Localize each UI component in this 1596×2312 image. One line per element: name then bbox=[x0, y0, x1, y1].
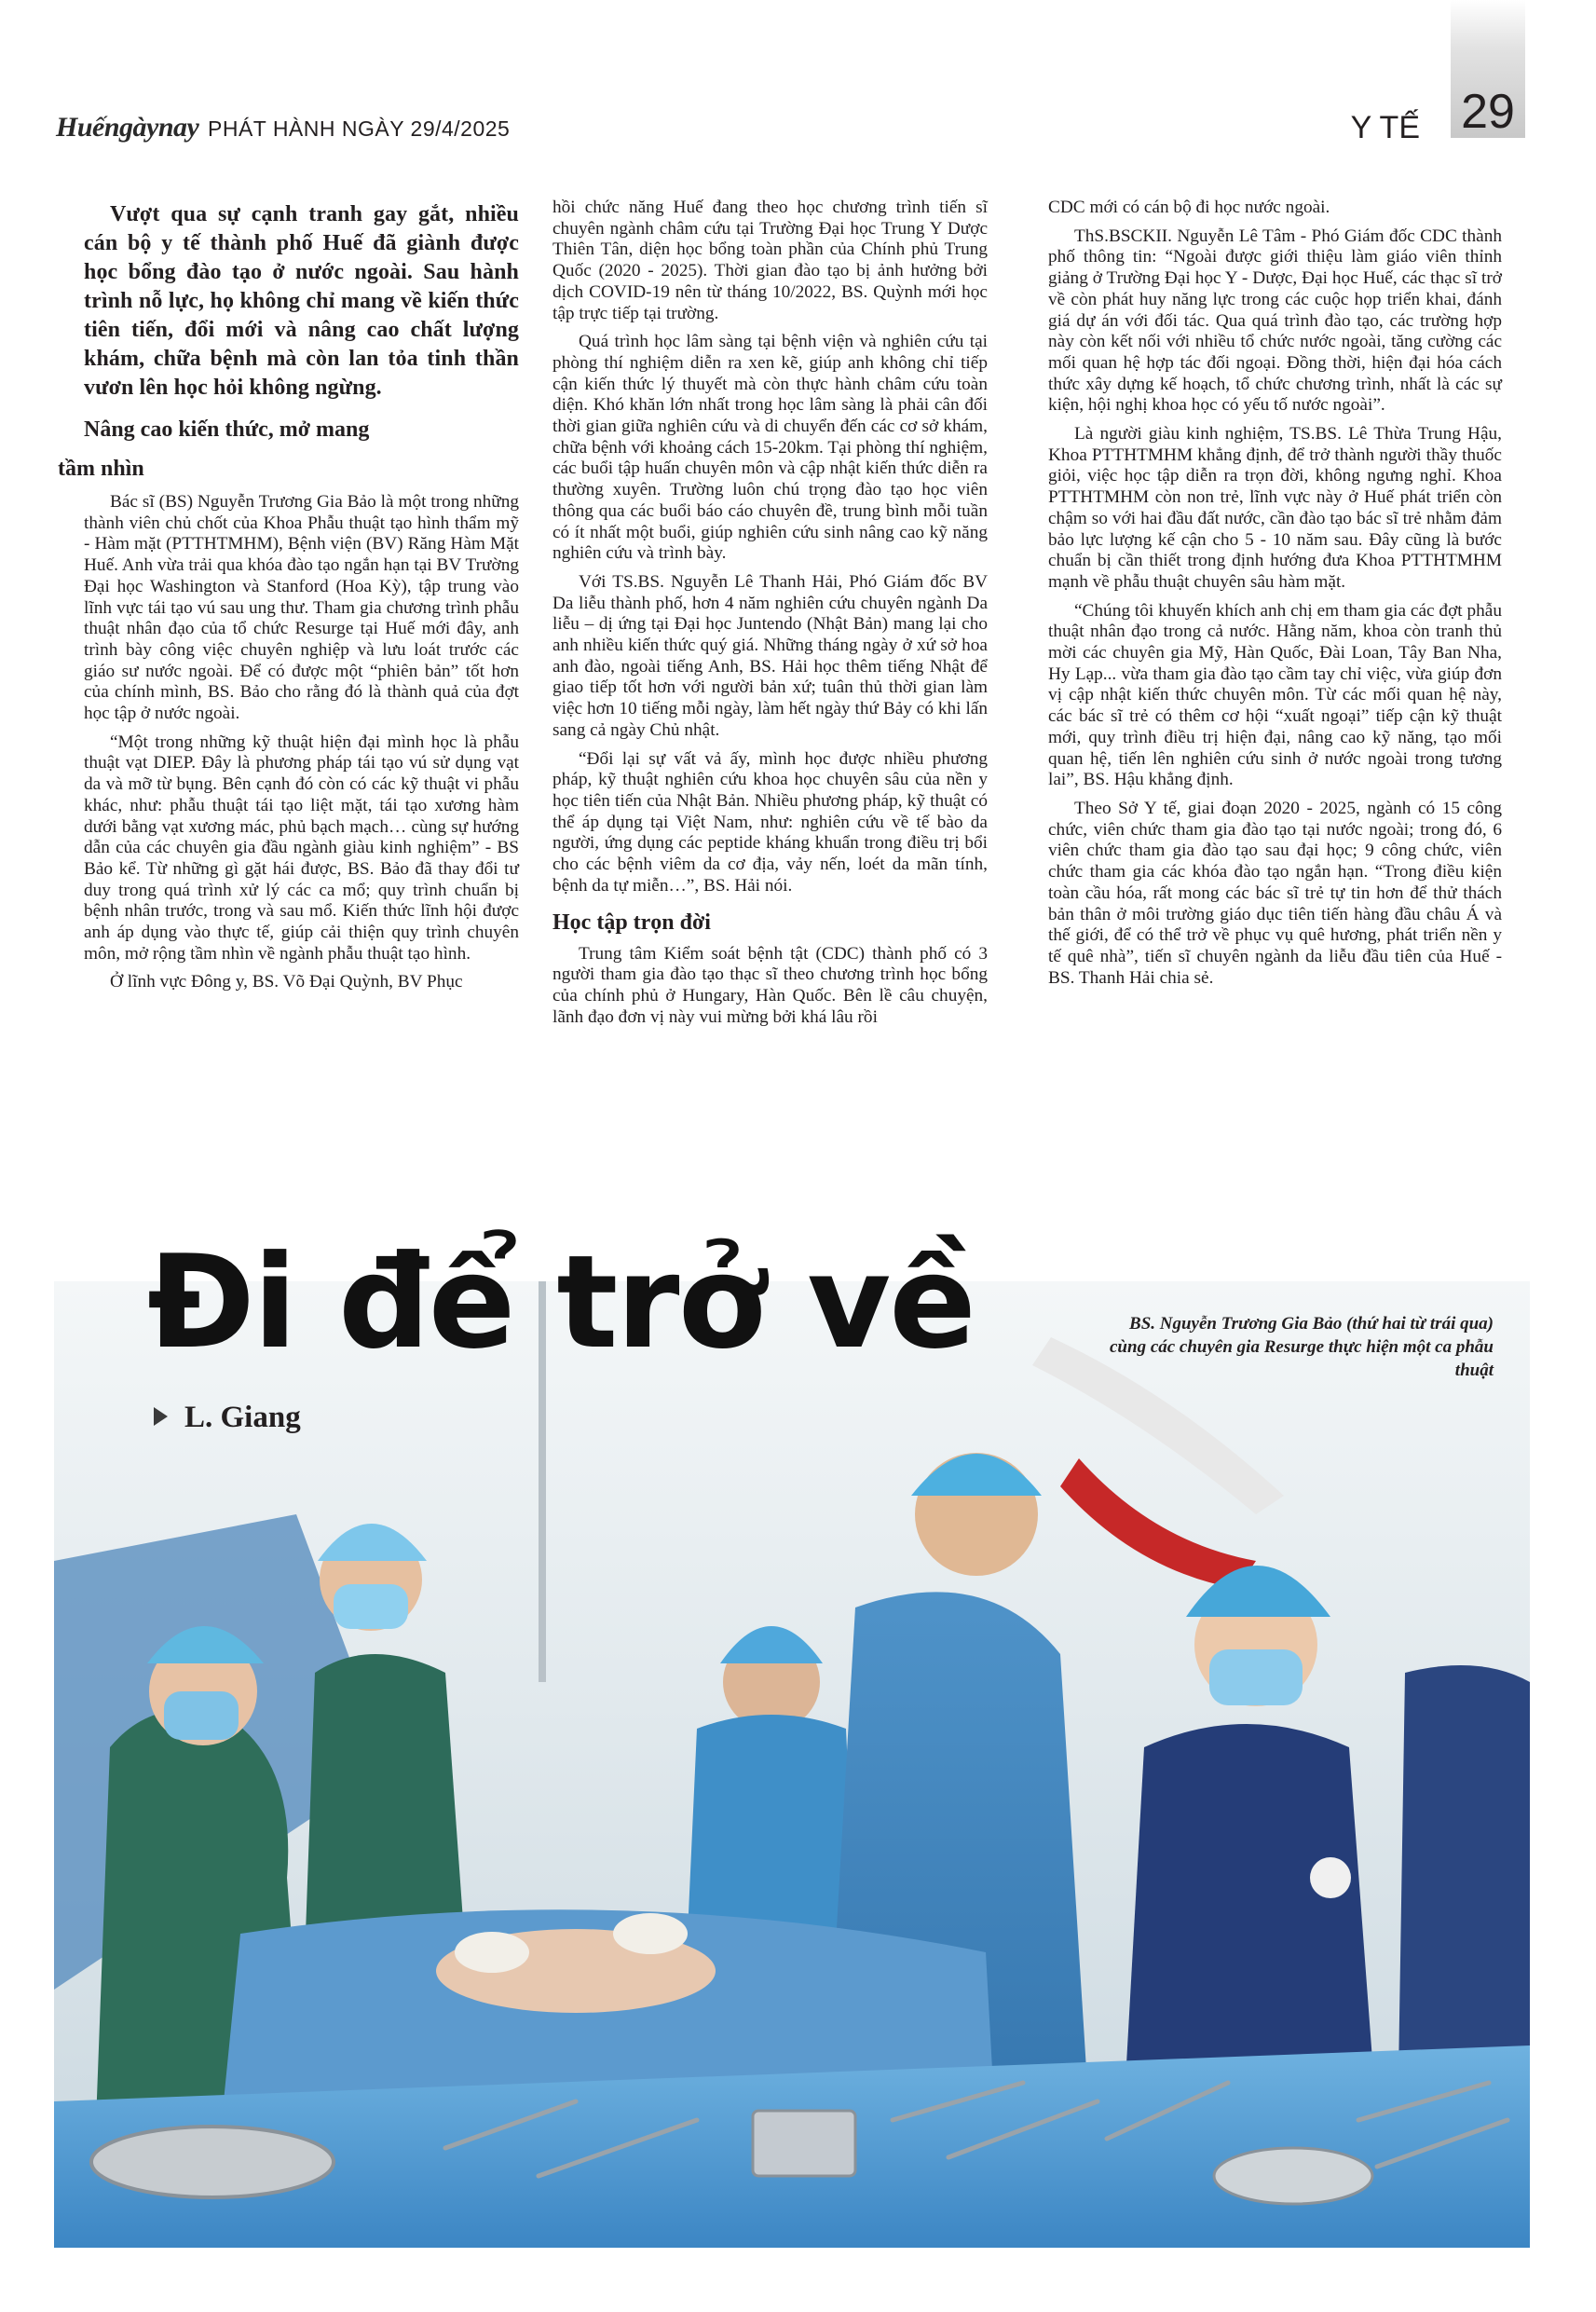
article-column-1 bbox=[58, 200, 519, 1001]
subheading-1-line-2: tầm nhìn bbox=[58, 457, 144, 481]
badge-logo bbox=[1310, 1857, 1351, 1898]
article-title: Đi để trở về bbox=[147, 1227, 975, 1377]
article-column-2 bbox=[552, 198, 988, 1035]
section-label: Y TẾ bbox=[1350, 110, 1420, 145]
paragraph: “Chúng tôi khuyến khích anh chị em tham gia các đợt phẫu thuật nhân đạo trong cả nước. Hằng năm, khoa còn tranh thủ mời các chuyên gia Mỹ, Hàn Quốc, Đài Loan, Tây Ban Nha, Hy Lạp... vừa tham gia đào tạo cầm tay chỉ việc, vừa giúp đơn vị cập nhật kiến thức chuyên môn. Từ các mối quan hệ này, các bác sĩ trẻ có thêm cơ hội “xuất ngoại” tiếp cận kỹ thuật mới, quy trình điều trị hiện đại, nâng cao kỹ năng, tạo mối quan hệ, tiến lên nghiên cứu sinh ở nước ngoài trong tương lai”, BS. Hậu khẳng định. bbox=[1048, 600, 1502, 790]
release-date: PHÁT HÀNH NGÀY 29/4/2025 bbox=[208, 116, 511, 141]
subheading-1 bbox=[58, 410, 519, 488]
surgeon-2-gown bbox=[306, 1654, 464, 1934]
author-name: L. Giang bbox=[184, 1401, 301, 1434]
photo-caption: BS. Nguyễn Trương Gia Bảo (thứ hai từ trái qua) cùng các chuyên gia Resurge thực hiện một ca phẫu thuật bbox=[1110, 1314, 1494, 1380]
surgeon-5-mask bbox=[1209, 1649, 1303, 1705]
surgeon-mask bbox=[164, 1691, 239, 1740]
paragraph: Trung tâm Kiểm soát bệnh tật (CDC) thành phố có 3 người tham gia đào tạo thạc sĩ theo chương trình học bổng của chính phủ ở Hungary, Hàn Quốc. Bên lề câu chuyện, lãnh đạo đơn vị này vui mừng bởi khá lâu rồi bbox=[552, 943, 988, 1027]
paragraph: CDC mới có cán bộ đi học nước ngoài. bbox=[1048, 198, 1330, 217]
article-column-3 bbox=[1048, 198, 1502, 996]
page-number: 29 bbox=[1461, 85, 1515, 139]
paragraph: Là người giàu kinh nghiệm, TS.BS. Lê Thừa Trung Hậu, Khoa PTTHTMHM khẳng định, để trở thành người thầy thuốc giỏi, việc học tập diễn ra trọn đời, không ngưng nghỉ. Khoa PTTHTMHM còn non trẻ, lĩnh vực này ở Huế phát triển còn chậm so với hai đầu đất nước, cần đào tạo bác sĩ trẻ nhằm đảm bảo lực lượng kế cận cho 5 - 10 năm sau. Đây cũng là bước chuẩn bị cần thiết trong định hướng đưa Khoa PTTHTMHM mạnh về phẫu thuật chuyên sâu hàm mặt. bbox=[1048, 424, 1502, 592]
surgeon-2-mask bbox=[334, 1584, 408, 1629]
steel-cup bbox=[1214, 2148, 1372, 2204]
glove-right bbox=[613, 1913, 688, 1954]
paragraph: Bác sĩ (BS) Nguyễn Trương Gia Bảo là một trong những thành viên chủ chốt của Khoa Phẫu thuật tạo hình thẩm mỹ - Hàm mặt (PTTHTMHM), Bệnh viện (BV) Răng Hàm Mặt Huế. Anh vừa trải qua khóa đào tạo ngắn hạn tại BV Trường Đại học Washington và Stanford (Hoa Kỳ), tập trung vào lĩnh vực tái tạo vú sau ung thư. Tham gia chương trình phẫu thuật nhân đạo của tổ chức Resurge tại Huế mới đây, anh trình bày công việc chuyên nghiệp và lưu loát trước các giáo sư nước ngoài. Để có được một “phiên bản” tốt hơn của chính mình, BS. Bảo cho rằng đó là thành quả của đợt học tập ở nước ngoài. bbox=[84, 492, 519, 724]
glove-left bbox=[455, 1932, 529, 1973]
paragraph: Quá trình học lâm sàng tại bệnh viện và nghiên cứu tại phòng thí nghiệm diễn ra xen kẽ, giúp anh không chỉ tiếp cận kiến thức lý thuyết mà còn thực hành châm cứu toàn diện. Khó khăn lớn nhất trong học lâm sàng là phải cân đối thời gian giữa nghiên cứu và di chuyển đến các cơ sở khám, chữa bệnh với khoảng cách 15-20km. Tại phòng thí nghiệm, các buổi tập huấn chuyên môn và cập nhật kiến thức diễn ra thường xuyên. Trường luôn chú trọng đào tạo học viên thông qua các buổi báo cáo chuyên đề, trung bình mỗi tuần có ít nhất một buổi, giúp nghiên cứu sinh nâng cao kỹ năng nghiên cứu và trình bày. bbox=[552, 332, 988, 564]
kidney-dish bbox=[91, 2127, 334, 2197]
subheading-2: Học tập trọn đời bbox=[552, 910, 711, 935]
paragraph: hồi chức năng Huế đang theo học chương trình tiến sĩ chuyên ngành châm cứu tại Trường Đại học Trung Y Dược Thiên Tân, diện học bổng toàn phần của Chính phủ Trung Quốc (2020 - 2025). Thời gian đào tạo bị ảnh hưởng bởi dịch COVID-19 nên từ tháng 10/2022, BS. Quỳnh mới học tập trực tiếp tại trường. bbox=[552, 198, 988, 323]
paragraph: ThS.BSCKII. Nguyễn Lê Tâm - Phó Giám đốc CDC thành phố thông tin: “Ngoài được giới thiệu làm giáo viên thỉnh giảng ở Trường Đại học Y - Dược, Đại học Huế, các thạc sĩ trở về còn phát huy năng lực trong các cuộc họp triển khai, đánh giá dự án với đối tác. Qua quá trình đào tạo, các trường hợp này còn kết nối với nhiều tổ chức nước ngoài, tăng cường các mối quan hệ hợp tác đối ngoại. Đồng thời, hiện đại hóa cách thức xây dựng kế hoạch, tổ chức chương trình, nhất là các sự kiện, hội nghị khoa học có yếu tố nước ngoài”. bbox=[1048, 226, 1502, 416]
paragraph: “Đổi lại sự vất vả ấy, mình học được nhiều phương pháp, kỹ thuật nghiên cứu khoa học chuyên sâu của nền y học tiên tiến của Nhật Bản. Nhiều phương pháp, kỹ thuật có thể áp dụng tại Việt Nam, như: nghiên cứu về tế bào da người, ứng dụng các peptide kháng khuẩn trong điều trị bổi cho các bệnh viêm da cơ địa, vảy nến, loét da mãn tính, bệnh da tự miễn…”, BS. Hải nói. bbox=[552, 748, 988, 896]
byline-triangle-icon bbox=[154, 1407, 168, 1426]
surgeon-3-gown bbox=[688, 1715, 855, 1934]
subheading-1-line-1: Nâng cao kiến thức, mở mang bbox=[84, 417, 370, 442]
paragraph: Ở lĩnh vực Đông y, BS. Võ Đại Quỳnh, BV Phục bbox=[110, 972, 463, 992]
paragraph: Theo Sở Y tế, giai đoạn 2020 - 2025, ngành có 15 công chức, viên chức tham gia đào tạo tại nước ngoài; trong đó, 6 viên chức tham gia đào tạo sau đại học; 9 công chức, viên chức tham gia các khóa đào tạo ngắn hạn. “Trong điều kiện toàn cầu hóa, rất mong các bác sĩ trẻ tự tin hơn để thử thách bản thân ở môi trường giáo dục tiên tiến hàng đầu châu Á và thế giới, để có thể trở về phục vụ quê hương, phát triển nền y tế quê nhà”, tiến sĩ chuyên ngành da liễu đầu tiên của Huế - BS. Thanh Hải chia sẻ. bbox=[1048, 798, 1502, 988]
paragraph: “Một trong những kỹ thuật hiện đại mình học là phẫu thuật vạt DIEP. Đây là phương pháp tái tạo vú sử dụng vạt da và mỡ từ bụng. Bên cạnh đó còn có các kỹ thuật vi phẫu khác, như: phẫu thuật tái tạo liệt mặt, tái tạo xương hàm dưới bằng vạt xương mác, phủ bạch mạch… cùng sự hướng dẫn của các chuyên gia đầu ngành giàu kinh nghiệm” - BS Bảo kể. Từ những gì gặt hái được, BS. Bảo đã thay đổi tư duy trong quá trình xử lý các ca mổ; quy trình chuẩn bị bệnh nhân trước, trong và sau mổ. Kiến thức lĩnh hội được anh áp dụng vào thực tế, giúp cải thiện quy trình chuyên môn, mở rộng tầm nhìn về ngành phẫu thuật tạo hình. bbox=[84, 732, 519, 964]
paragraph: Với TS.BS. Nguyễn Lê Thanh Hải, Phó Giám đốc BV Da liễu thành phố, hơn 4 năm nghiên cứu chuyên ngành Da liễu – dị ứng tại Đại học Juntendo (Nhật Bản) mang lại cho anh nhiều kiến thức quý giá. Những tháng ngày ở xứ sở hoa anh đào, ngoài tiếng Anh, BS. Hải học thêm tiếng Nhật để giao tiếp tốt hơn với người bản xứ; tuân thủ thời gian làm việc hơn 10 tiếng mỗi ngày, làm hết ngày thứ Bảy có khi lấn sang cả ngày Chủ nhật. bbox=[552, 571, 988, 740]
masthead-logo: Huếngàynay bbox=[56, 112, 199, 143]
steel-bowl bbox=[753, 2111, 855, 2176]
article-byline bbox=[154, 1401, 301, 1435]
page-header bbox=[56, 103, 1528, 149]
article-lead: Vượt qua sự cạnh tranh gay gắt, nhiều cán bộ y tế thành phố Huế đã giành được học bổng đào tạo ở nước ngoài. Sau hành trình nỗ lực, họ không chỉ mang về kiến thức tiên tiến, đổi mới và nâng cao chất lượng khám, chữa bệnh mà còn lan tỏa tinh thần vươn lên học hỏi không ngừng. bbox=[84, 202, 519, 400]
